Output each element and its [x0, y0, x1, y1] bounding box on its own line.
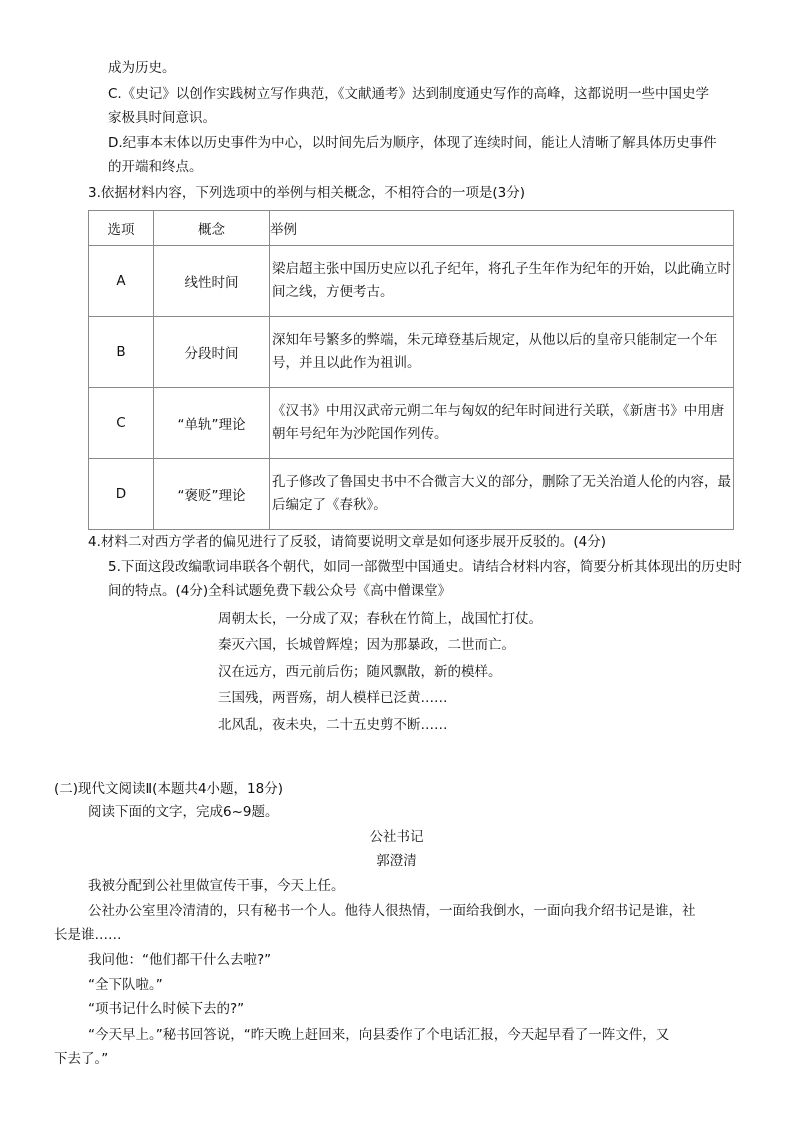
- story-paragraph-cont: 下去了。”: [54, 1051, 109, 1067]
- header-concept: 概念: [154, 211, 270, 246]
- story-paragraph: “全下队啦。”: [88, 977, 163, 993]
- story-paragraph: “项书记什么时候下去的?”: [88, 1001, 245, 1017]
- table-row: [89, 246, 734, 317]
- row-concept: “单轨”理论: [154, 388, 270, 459]
- option-d-line-1: D.纪事本末体以历史事件为中心，以时间先后为顺序，体现了连续时间，能让人清晰了解具体历史事件: [108, 135, 717, 151]
- row-option: C: [89, 388, 154, 459]
- text-line: 成为历史。: [108, 60, 176, 76]
- option-d-line-2: 的开端和终点。: [108, 159, 203, 175]
- row-example: 梁启超主张中国历史应以孔子纪年，将孔子生年作为纪年的开始，以此确立时间之线，方便考古。: [270, 246, 734, 317]
- row-example: 深知年号繁多的弊端，朱元璋登基后规定，从他以后的皇帝只能制定一个年号，并且以此作为祖训。: [270, 317, 734, 388]
- section-instruction: 阅读下面的文字，完成6~9题。: [88, 804, 279, 820]
- story-paragraph: 公社办公室里冷清清的，只有秘书一个人。他待人很热情，一面给我倒水，一面向我介绍书记是谁，社: [88, 903, 696, 919]
- story-paragraph: 我问他：“他们都干什么去啦?”: [88, 952, 272, 968]
- lyric-line: 汉在远方，西元前后伤；随风飘散，新的模样。: [218, 664, 502, 680]
- lyric-line: 北风乱，夜未央，二十五史剪不断……: [218, 717, 448, 733]
- row-concept: 分段时间: [154, 317, 270, 388]
- table-row: [89, 317, 734, 388]
- section-title: (二)现代文阅读Ⅱ(本题共4小题，18分): [54, 781, 283, 797]
- row-example: 《汉书》中用汉武帝元朔二年与匈奴的纪年时间进行关联，《新唐书》中用唐朝年号纪年为沙陀国作列传。: [270, 388, 734, 459]
- lyric-line: 三国残，两晋殇，胡人模样已泛黄……: [218, 690, 448, 706]
- lyric-line: 秦灭六国，长城曾辉煌；因为那暴政，二世而亡。: [218, 637, 515, 653]
- question-5-line-2: 间的特点。(4分)全科试题免费下载公众号《高中僧课堂》: [108, 583, 452, 599]
- question-5-line-1: 5.下面这段改编歌词串联各个朝代，如同一部微型中国通史。请结合材料内容，简要分析其体现出的历史时: [108, 559, 742, 575]
- question-3: 3.依据材料内容，下列选项中的举例与相关概念，不相符合的一项是(3分): [88, 185, 526, 201]
- story-paragraph: 我被分配到公社里做宣传干事，今天上任。: [88, 878, 345, 894]
- question-4: 4.材料二对西方学者的偏见进行了反驳，请简要说明文章是如何逐步展开反驳的。(4分): [88, 534, 607, 550]
- header-option: 选项: [89, 211, 154, 246]
- row-concept: “褒贬”理论: [154, 459, 270, 530]
- row-option: D: [89, 459, 154, 530]
- story-author: 郭澄清: [376, 853, 417, 869]
- story-paragraph: “今天早上。”秘书回答说，“昨天晚上赶回来，向县委作了个电话汇报，今天起早看了一阵文件，又: [88, 1027, 670, 1043]
- lyric-line: 周朝太长，一分成了双；春秋在竹简上，战国忙打仗。: [218, 611, 542, 627]
- row-option: A: [89, 246, 154, 317]
- table-row: [89, 459, 734, 530]
- option-c-line-2: 家极具时间意识。: [108, 110, 216, 126]
- story-title: 公社书记: [369, 829, 424, 845]
- row-option: B: [89, 317, 154, 388]
- header-example: 举例: [270, 211, 734, 246]
- row-concept: 线性时间: [154, 246, 270, 317]
- table-row: [89, 388, 734, 459]
- table-header-row: [89, 211, 734, 246]
- option-c-line-1: C.《史记》以创作实践树立写作典范，《文献通考》达到制度通史写作的高峰，这都说明一些中国史学: [108, 86, 709, 102]
- row-example: 孔子修改了鲁国史书中不合微言大义的部分，删除了无关治道人伦的内容，最后编定了《春秋》。: [270, 459, 734, 530]
- concept-example-table: [88, 210, 734, 530]
- story-paragraph-cont: 长是谁……: [54, 927, 122, 943]
